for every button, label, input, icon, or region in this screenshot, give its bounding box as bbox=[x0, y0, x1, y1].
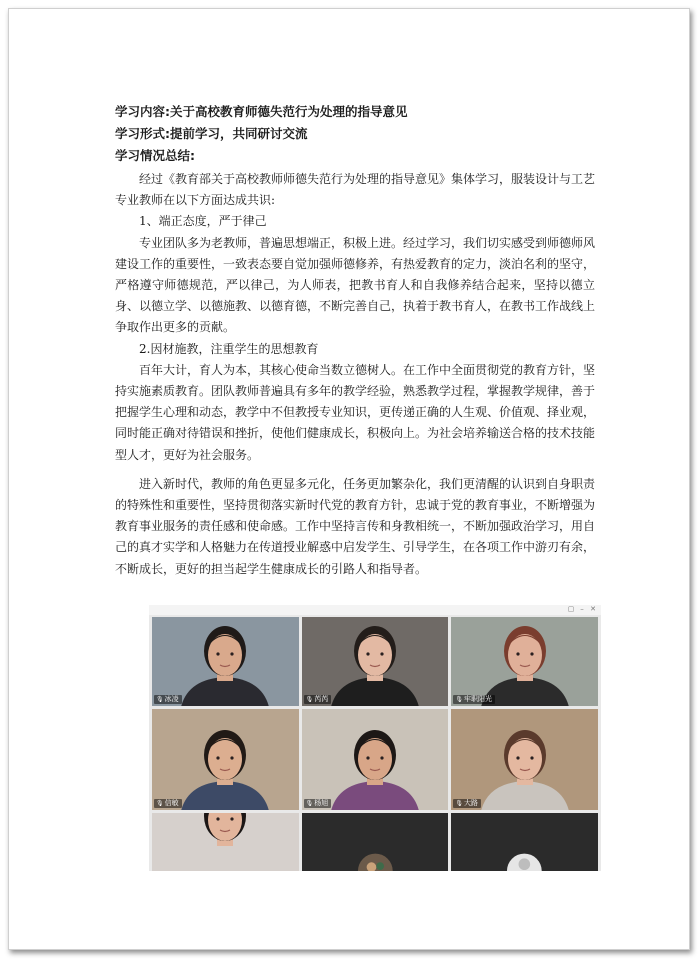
participant-video-feed bbox=[170, 721, 280, 810]
microphone-icon: 🎙 bbox=[455, 800, 463, 807]
study-content-line bbox=[115, 103, 595, 121]
participant-name bbox=[154, 695, 182, 704]
microphone-icon: 🎙 bbox=[156, 696, 164, 703]
participant-tile[interactable] bbox=[302, 709, 449, 810]
participant-video-feed bbox=[170, 813, 280, 871]
participant-grid bbox=[152, 617, 598, 871]
label-study-content: 学习内容: bbox=[115, 104, 170, 119]
participant-tile[interactable] bbox=[302, 813, 449, 871]
summary-label: 学习情况总结: bbox=[115, 148, 195, 163]
participant-name bbox=[154, 799, 182, 808]
microphone-icon: 🎙 bbox=[455, 696, 463, 703]
paragraph-teaching: 百年大计，育人为本，其核心使命当数立德树人。在工作中全面贯彻党的教育方针，坚持实施素质教育。团队教师普遍具有多年的教学经验，熟悉教学过程，掌握教学规律，善于把握学生心理和动态，教学中不但教授专业知识，更传递正确的人生观、价值观、择业观，同时能正确对待错误和挫折，使他们健康成长，积极向上。为社会培养输送合格的技术技能型人才，更好为社会服务。 bbox=[115, 362, 596, 462]
paragraph-attitude: 专业团队多为老教师，普遍思想端正，积极上进。经过学习，我们切实感受到师德师风建设工作的重要性，一致表态要自觉加强师德修养，有热爱教育的定力，淡泊名利的坚守，严格遵守师德规范，严以律己，为人师表，把教书育人和自我修养结合起来，坚持以德立身、以德立学、以德施教、以德育德，不断完善自己，执着于教书育人，在教书工作战线上争取作出更多的贡献。 bbox=[115, 235, 596, 335]
restore-icon: ▢ bbox=[567, 605, 575, 613]
microphone-icon: 🎙 bbox=[156, 800, 164, 807]
heading-2: 2.因材施教，注重学生的思想教育 bbox=[139, 341, 319, 356]
participant-tile[interactable] bbox=[451, 709, 598, 810]
microphone-icon: 🎙 bbox=[305, 800, 314, 807]
close-icon: ✕ bbox=[590, 605, 596, 613]
heading-1: 1、端正态度，严于律己 bbox=[139, 214, 267, 229]
participant-tile[interactable] bbox=[451, 813, 598, 871]
participant-name bbox=[453, 799, 481, 808]
video-meeting-screenshot bbox=[149, 605, 601, 871]
value-study-content: 关于高校教育师德失范行为处理的指导意见 bbox=[170, 104, 408, 119]
microphone-icon: 🎙 bbox=[305, 696, 314, 703]
participant-tile[interactable] bbox=[302, 617, 449, 706]
window-titlebar bbox=[149, 605, 601, 615]
participant-video-feed bbox=[470, 721, 580, 810]
participant-video-feed bbox=[320, 721, 430, 810]
participant-name-text: 信敏 bbox=[164, 799, 179, 807]
participant-name-text: 冰凌 bbox=[164, 695, 179, 703]
profile-photo-icon bbox=[302, 813, 449, 871]
participant-video-feed bbox=[170, 617, 280, 706]
participant-name bbox=[304, 695, 332, 704]
minimize-icon: – bbox=[580, 605, 584, 613]
participant-tile[interactable] bbox=[152, 617, 299, 706]
paragraph-intro: 经过《教育部关于高校教师师德失范行为处理的指导意见》集体学习，服装设计与工艺专业教师在以下方面达成共识: bbox=[115, 172, 596, 208]
participant-tile[interactable] bbox=[152, 813, 299, 871]
value-study-form: 提前学习，共同研讨交流 bbox=[170, 126, 308, 141]
participant-name bbox=[304, 799, 332, 808]
label-study-form: 学习形式: bbox=[115, 126, 170, 141]
study-form-line bbox=[115, 125, 595, 143]
participant-tile[interactable] bbox=[451, 617, 598, 706]
participant-video-feed bbox=[320, 617, 430, 706]
participant-name-text: 大路 bbox=[463, 799, 478, 807]
paragraph-new-era: 进入新时代，教师的角色更显多元化，任务更加繁杂化，我们更清醒的认识到自身职责的特殊性和重要性，坚持贯彻落实新时代党的教育方针，忠诚于党的教育事业，不断增强为教育事业服务的责任感和使命感。工作中坚持言传和身教相统一，不断加强政治学习，用自己的真才实学和人格魅力在传道授业解惑中启发学生、引导学生，在各项工作中游刃有余，不断成长，更好的担当起学生健康成长的引路人和指导者。 bbox=[115, 476, 596, 576]
participant-tile[interactable] bbox=[152, 709, 299, 810]
document-page bbox=[8, 8, 690, 950]
participant-name-text: 牢职阳光 bbox=[463, 695, 492, 703]
participant-name bbox=[453, 695, 495, 704]
document-content bbox=[115, 103, 595, 580]
participant-name-text: 杨旭 bbox=[314, 799, 329, 807]
participant-name-text: 芮芮 bbox=[314, 695, 329, 703]
default-avatar-icon bbox=[451, 813, 598, 871]
participant-video-feed bbox=[470, 617, 580, 706]
